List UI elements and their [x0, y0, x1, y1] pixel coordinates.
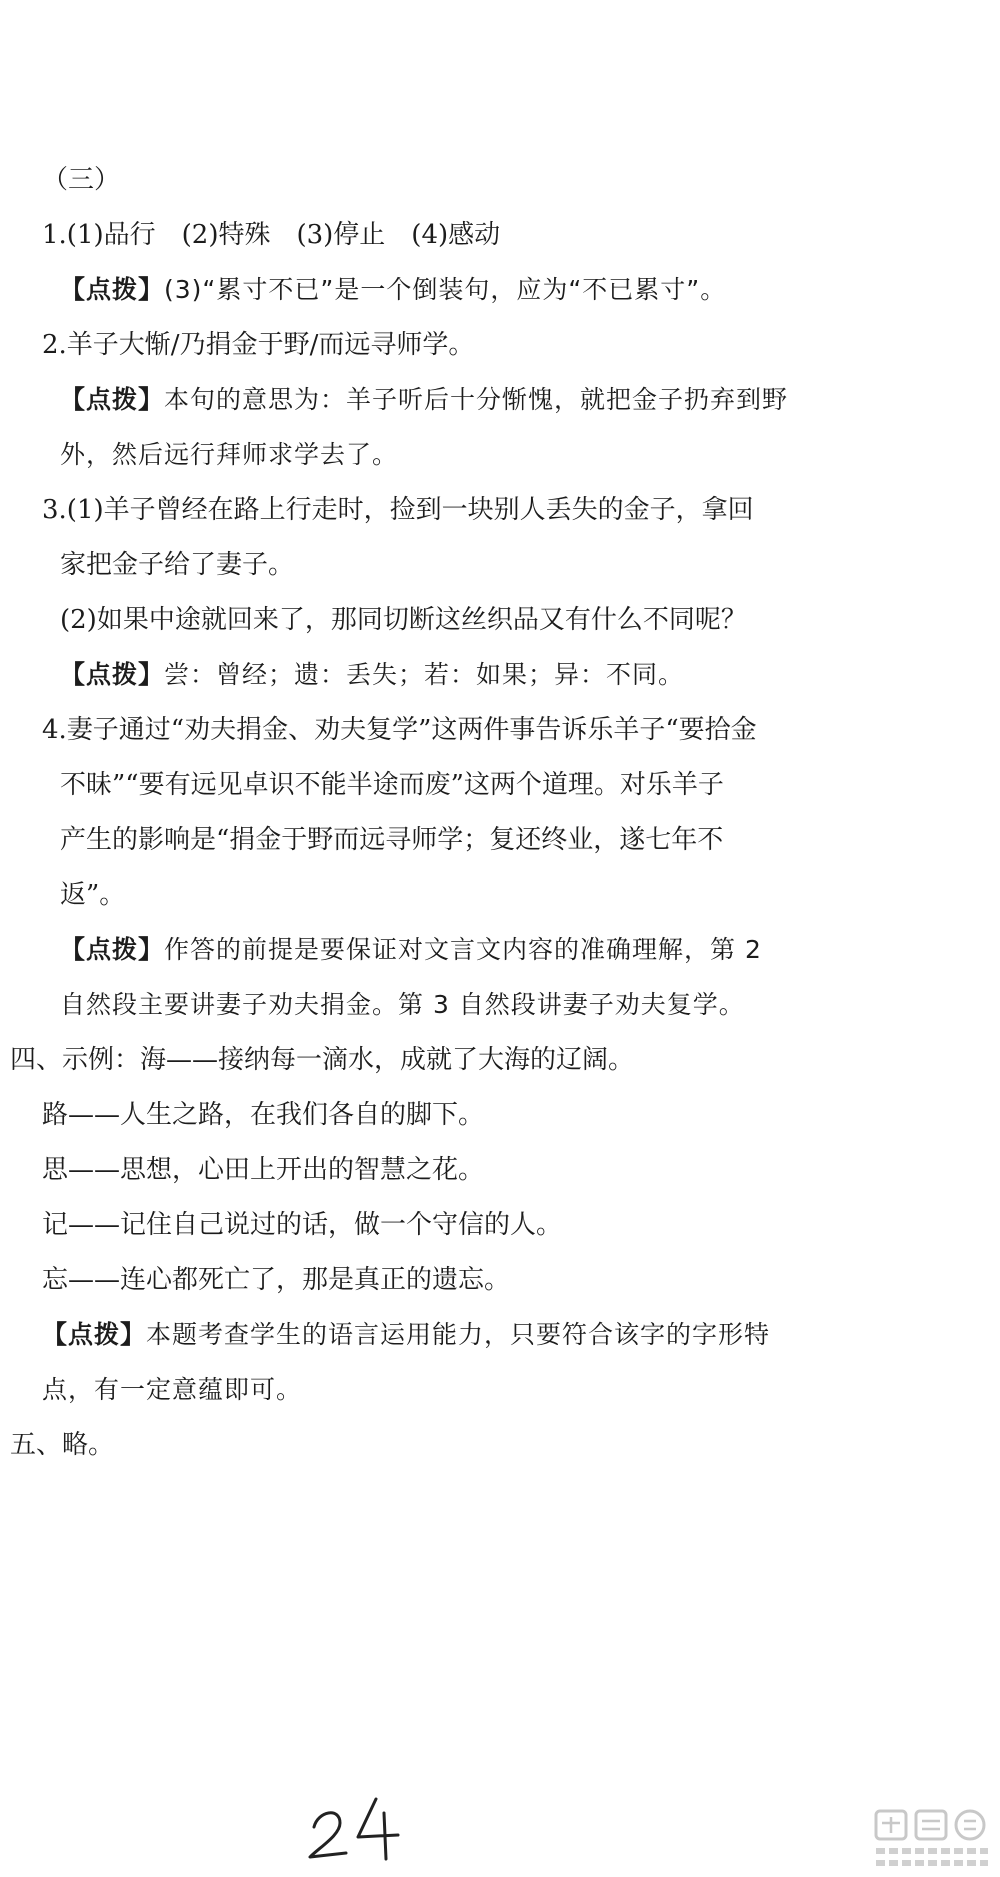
section-heading: （三）: [42, 165, 121, 195]
watermark-logo: [872, 1807, 992, 1871]
example-think: 思——思想，心田上开出的智慧之花。: [42, 1155, 485, 1185]
tip-text: 尝：曾经；遗：丢失；若：如果；异：不同。: [164, 660, 685, 689]
tip-2-continued: 外，然后远行拜师求学去了。: [60, 440, 399, 469]
answer-3-part-2: (2)如果中途就回来了，那同切断这丝织品又有什么不同呢？: [60, 605, 747, 635]
tip-label: 【点拨】: [60, 935, 165, 964]
tip-text: 作答的前提是要保证对文言文内容的准确理解，第 2: [164, 935, 762, 964]
answer-4: 4.妻子通过“劝夫捐金、劝夫复学”这两件事告诉乐羊子“要拾金: [42, 715, 757, 745]
tip-label: 【点拨】: [60, 660, 165, 689]
example-road: 路——人生之路，在我们各自的脚下。: [42, 1100, 485, 1130]
tip-section-4-continued: 点，有一定意蕴即可。: [42, 1375, 303, 1404]
answer-3-part-1-continued: 家把金子给了妻子。: [60, 550, 295, 580]
tip-2: [60, 383, 788, 417]
tip-text: (3)“累寸不已”是一个倒装句，应为“不已累寸”。: [164, 275, 727, 304]
answer-5: 五、略。: [10, 1430, 115, 1460]
tip-label: 【点拨】: [42, 1320, 147, 1349]
example-remember: 记——记住自己说过的话，做一个守信的人。: [42, 1210, 563, 1240]
tip-text: 本句的意思为：羊子听后十分惭愧，就把金子扔弃到野: [164, 385, 789, 414]
tip-1: [60, 273, 726, 307]
answer-4-continued-2: 产生的影响是“捐金于野而远寻师学；复还终业，遂七年不: [60, 825, 724, 855]
handwritten-page-number: [300, 1785, 410, 1865]
site-watermark: [872, 1807, 992, 1871]
tip-4: [60, 933, 762, 967]
example-forget: 忘——连心都死亡了，那是真正的遗忘。: [42, 1265, 511, 1295]
tip-text: 本题考查学生的语言运用能力，只要符合该字的字形特: [146, 1320, 771, 1349]
tip-section-4: [42, 1318, 770, 1352]
example-sea: 四、示例：海——接纳每一滴水，成就了大海的辽阔。: [10, 1045, 635, 1075]
answer-3-part-1: 3.(1)羊子曾经在路上行走时，捡到一块别人丢失的金子，拿回: [42, 495, 754, 525]
handwritten-24-drawing: [300, 1785, 410, 1865]
answer-4-continued-1: 不昧”“要有远见卓识不能半途而废”这两个道理。对乐羊子: [60, 770, 724, 800]
tip-3: [60, 658, 684, 692]
tip-label: 【点拨】: [60, 385, 165, 414]
answer-4-continued-3: 返”。: [60, 880, 126, 910]
tip-label: 【点拨】: [60, 275, 165, 304]
tip-4-continued: 自然段主要讲妻子劝夫捐金。第 3 自然段讲妻子劝夫复学。: [60, 990, 745, 1019]
answer-1: 1.(1)品行 (2)特殊 (3)停止 (4)感动: [42, 220, 501, 250]
answer-2: 2.羊子大惭/乃捐金于野/而远寻师学。: [42, 330, 475, 360]
